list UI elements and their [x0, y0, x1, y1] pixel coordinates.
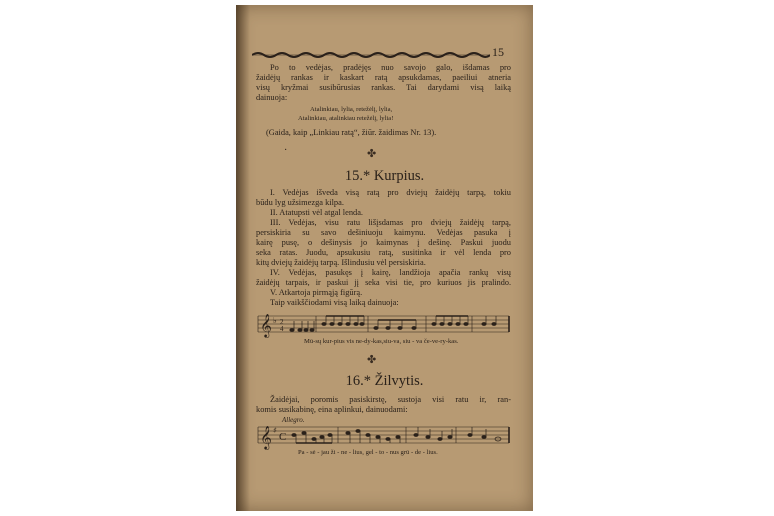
section-title-zilvytis: 16.* Žilvytis. — [345, 373, 424, 389]
svg-text:♯: ♯ — [273, 426, 277, 435]
music-staff-zilvytis — [256, 421, 511, 451]
book-page — [236, 5, 533, 511]
intro-line: dainuoja: — [256, 93, 288, 102]
section1-line: IV. Vedėjas, pasukęs į kairę, landžioja apačia rankų visų — [270, 268, 511, 277]
section1-line: žaidėjų tarpais, ir paskui jį seka visi tie, pro kuriuos jis pralindo. — [256, 278, 511, 287]
page-number: 15 — [492, 45, 504, 59]
lyrics-zilvytis: Pa - sė - jau ži - ne - lius, gel - to - nus grū - de - lius. — [298, 449, 438, 456]
ink-dot: · — [284, 145, 288, 156]
svg-text:4: 4 — [280, 325, 284, 333]
section1-line: I. Vedėjas išveda visą ratą pro dviejų žaidėjų tarpą, tokiu — [270, 188, 511, 197]
ornament-icon: ✤ — [367, 148, 377, 160]
section1-line: kitų dviejų žaidėjų tarpą. Išlindusiu vėl persiskiria. — [256, 258, 426, 267]
intro-line: žaidėjų rankas ir kaskart ratą apsukdamas, paeiliui atneria — [256, 73, 511, 82]
svg-text:♭: ♭ — [273, 316, 277, 325]
svg-text:𝄞: 𝄞 — [260, 425, 272, 449]
section1-line: III. Vedėjas, visu ratu lišįsdamas pro dviejų žaidėjų tarpą, — [270, 218, 511, 227]
section1-line: būdu lyg užsimezga kilpa. — [256, 198, 344, 207]
svg-text:2: 2 — [280, 318, 284, 326]
svg-text:𝄞: 𝄞 — [260, 313, 272, 337]
verse-line: Atalinkiau, lylia, retežėlį, lylia, — [310, 106, 393, 113]
music-staff-kurpius — [256, 310, 511, 338]
section2-line: komis susikabinę, eina aplinkui, dainuodami: — [256, 405, 408, 414]
tempo-marking: Allegro. — [282, 416, 305, 424]
intro-line: Po to vedėjas, pradėjęs nuo savojo galo, išdamas pro — [270, 63, 511, 72]
decorative-rule — [252, 51, 490, 59]
section1-line: V. Atkartoja pirmąją figūrą. — [270, 288, 363, 297]
ornament-icon: ✤ — [367, 354, 377, 366]
gaida-note: (Gaida, kaip „Linkiau ratą“, žiūr. žaidimas Nr. 13). — [266, 128, 437, 137]
lyrics-kurpius: Mū-sų kur-pius vis ne-dy-kas,siu-va, siu - va če-ve-ry-kas. — [304, 338, 459, 345]
section1-line: Taip vaikščiodami visą laiką dainuoja: — [270, 298, 399, 307]
section2-line: Žaidėjai, poromis pasiskirstę, sustoja visi ratu ir, ran- — [270, 395, 511, 404]
section1-line: persiskiria su savo dešiniuoju kaimynu. Vedėjas pasuka į — [256, 228, 511, 237]
svg-text:C: C — [279, 431, 287, 443]
section1-line: II. Atatupsti vėl atgal lenda. — [270, 208, 364, 217]
section1-line: seka ratas. Juodu, apsukusiu ratą, susitinka ir vėl lenda pro — [256, 248, 511, 257]
section1-line: kairę pusę, o dešinysis jo kaimynas į dešinę. Paskui juodu — [256, 238, 511, 247]
verse-line: Atalinkiau, atalinkiau retežėlį, lylia! — [298, 115, 394, 122]
intro-line: visų kryžmai susibūrusias rankas. Tai darydami visą laiką — [256, 83, 511, 92]
section-title-kurpius: 15.* Kurpius. — [344, 168, 425, 184]
